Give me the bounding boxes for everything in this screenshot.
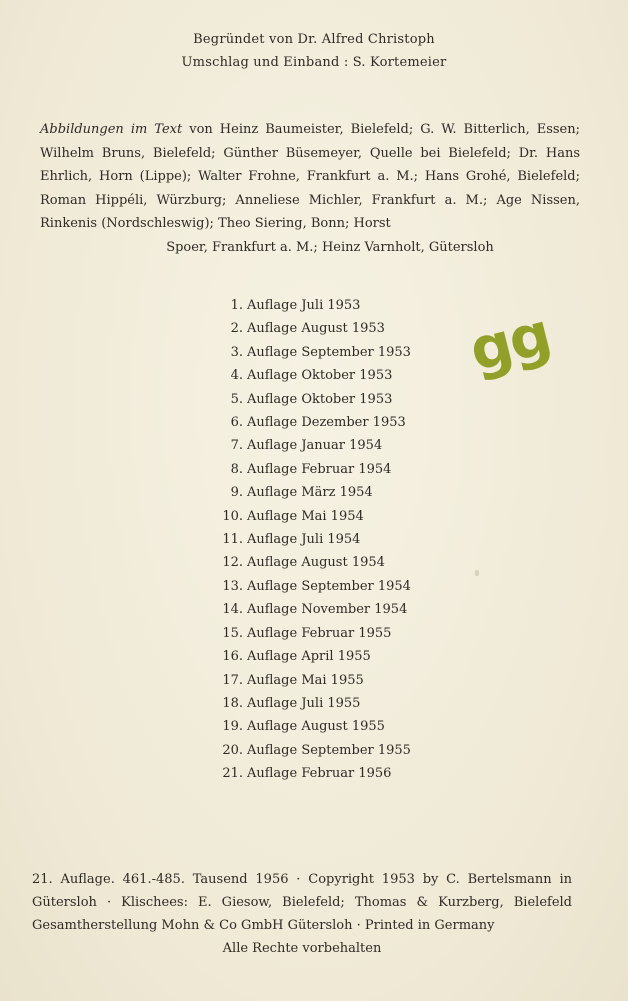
edition-text: Auflage Februar 1954 xyxy=(247,461,392,477)
edition-number: 20. xyxy=(222,742,243,758)
edition-entry xyxy=(205,434,465,457)
illustrations-label: Abbildungen im Text xyxy=(40,122,183,137)
editions-list xyxy=(205,294,465,786)
edition-entry xyxy=(205,505,465,528)
edition-entry xyxy=(205,551,465,574)
rights-notice: Alle Rechte vorbehalten xyxy=(222,941,382,956)
edition-number: 17. xyxy=(222,672,243,688)
edition-entry xyxy=(205,669,465,692)
edition-text: Auflage März 1954 xyxy=(247,485,373,501)
edition-text: Auflage Juli 1955 xyxy=(247,695,361,711)
edition-entry xyxy=(205,317,465,340)
edition-entry xyxy=(205,715,465,738)
edition-text: Auflage Februar 1955 xyxy=(247,625,392,641)
edition-text: Auflage Juli 1953 xyxy=(247,298,361,313)
edition-entry xyxy=(205,388,465,411)
founder-line: Begründet von Dr. Alfred Christoph xyxy=(193,32,435,47)
edition-entry xyxy=(205,364,465,387)
edition-entry xyxy=(205,598,465,621)
cover-credit-line: Umschlag und Einband : S. Kortemeier xyxy=(181,55,447,70)
paper-speck xyxy=(475,570,479,576)
edition-entry xyxy=(205,622,465,645)
gg-watermark: gg xyxy=(462,299,557,385)
edition-number: 9. xyxy=(230,485,243,501)
edition-text: Auflage Januar 1954 xyxy=(247,438,383,454)
illustrations-credits xyxy=(40,118,580,259)
credits-block xyxy=(0,28,628,74)
illustrations-last-line: Spoer, Frankfurt a. M.; Heinz Varnholt, Gütersloh xyxy=(166,239,494,255)
edition-number: 1. xyxy=(230,298,243,313)
edition-number: 19. xyxy=(222,719,243,735)
edition-number: 5. xyxy=(230,391,243,407)
edition-number: 21. xyxy=(222,766,243,782)
edition-entry xyxy=(205,692,465,715)
edition-entry xyxy=(205,458,465,481)
edition-text: Auflage September 1953 xyxy=(247,344,411,360)
edition-text: Auflage Februar 1956 xyxy=(247,766,392,782)
edition-number: 6. xyxy=(230,415,243,431)
edition-text: Auflage April 1955 xyxy=(247,649,371,665)
edition-entry xyxy=(205,341,465,364)
edition-number: 18. xyxy=(222,695,243,711)
edition-text: Auflage Mai 1955 xyxy=(247,672,364,688)
edition-entry xyxy=(205,294,465,317)
illustrations-text: von Heinz Baumeister, Bielefeld; G. W. Bitterlich, Essen; Wilhelm Bruns, Bielefeld; Günther Büsemeyer, Quelle bei Bielefeld; Dr. Hans Ehrlich, Horn (Lippe); Walter Frohne, Frankfurt a. M.; Hans Grohé, Bielefeld; Roman Hippéli, Würzburg; Anneliese Michler, Frankfurt a. M.; Age Nissen, Rinkenis (Nordschleswig); Theo Siering, Bonn; Horst xyxy=(40,122,580,231)
edition-entry xyxy=(205,575,465,598)
edition-number: 11. xyxy=(222,532,243,548)
imprint-block xyxy=(32,868,572,960)
edition-text: Auflage Juli 1954 xyxy=(247,532,361,548)
edition-number: 12. xyxy=(222,555,243,571)
edition-number: 2. xyxy=(230,321,243,337)
imprint-text: 21. Auflage. 461.-485. Tausend 1956 · Copyright 1953 by C. Bertelsmann in Gütersloh · Klischees: E. Giesow, Bielefeld; Thomas & Kurzberg, Bielefeld Gesamtherstellung Mohn & Co GmbH Gütersloh · Printed in Germany xyxy=(32,872,572,933)
edition-number: 8. xyxy=(230,461,243,477)
edition-number: 10. xyxy=(222,508,243,524)
edition-text: Auflage Mai 1954 xyxy=(247,508,364,524)
edition-number: 14. xyxy=(222,602,243,618)
edition-text: Auflage Oktober 1953 xyxy=(247,391,393,407)
edition-text: Auflage August 1955 xyxy=(247,719,385,735)
edition-text: Auflage August 1954 xyxy=(247,555,385,571)
edition-entry xyxy=(205,645,465,668)
edition-text: Auflage Oktober 1953 xyxy=(247,368,393,384)
edition-text: Auflage August 1953 xyxy=(247,321,385,337)
edition-number: 13. xyxy=(222,578,243,594)
edition-entry xyxy=(205,481,465,504)
edition-entry xyxy=(205,762,465,785)
edition-text: Auflage November 1954 xyxy=(247,602,408,618)
edition-number: 16. xyxy=(222,649,243,665)
edition-entry xyxy=(205,528,465,551)
edition-entry xyxy=(205,739,465,762)
edition-number: 3. xyxy=(230,344,243,360)
edition-text: Auflage Dezember 1953 xyxy=(247,415,406,431)
edition-text: Auflage September 1954 xyxy=(247,578,411,594)
edition-text: Auflage September 1955 xyxy=(247,742,411,758)
edition-entry xyxy=(205,411,465,434)
edition-number: 7. xyxy=(230,438,243,454)
edition-number: 4. xyxy=(230,368,243,384)
edition-number: 15. xyxy=(222,625,243,641)
